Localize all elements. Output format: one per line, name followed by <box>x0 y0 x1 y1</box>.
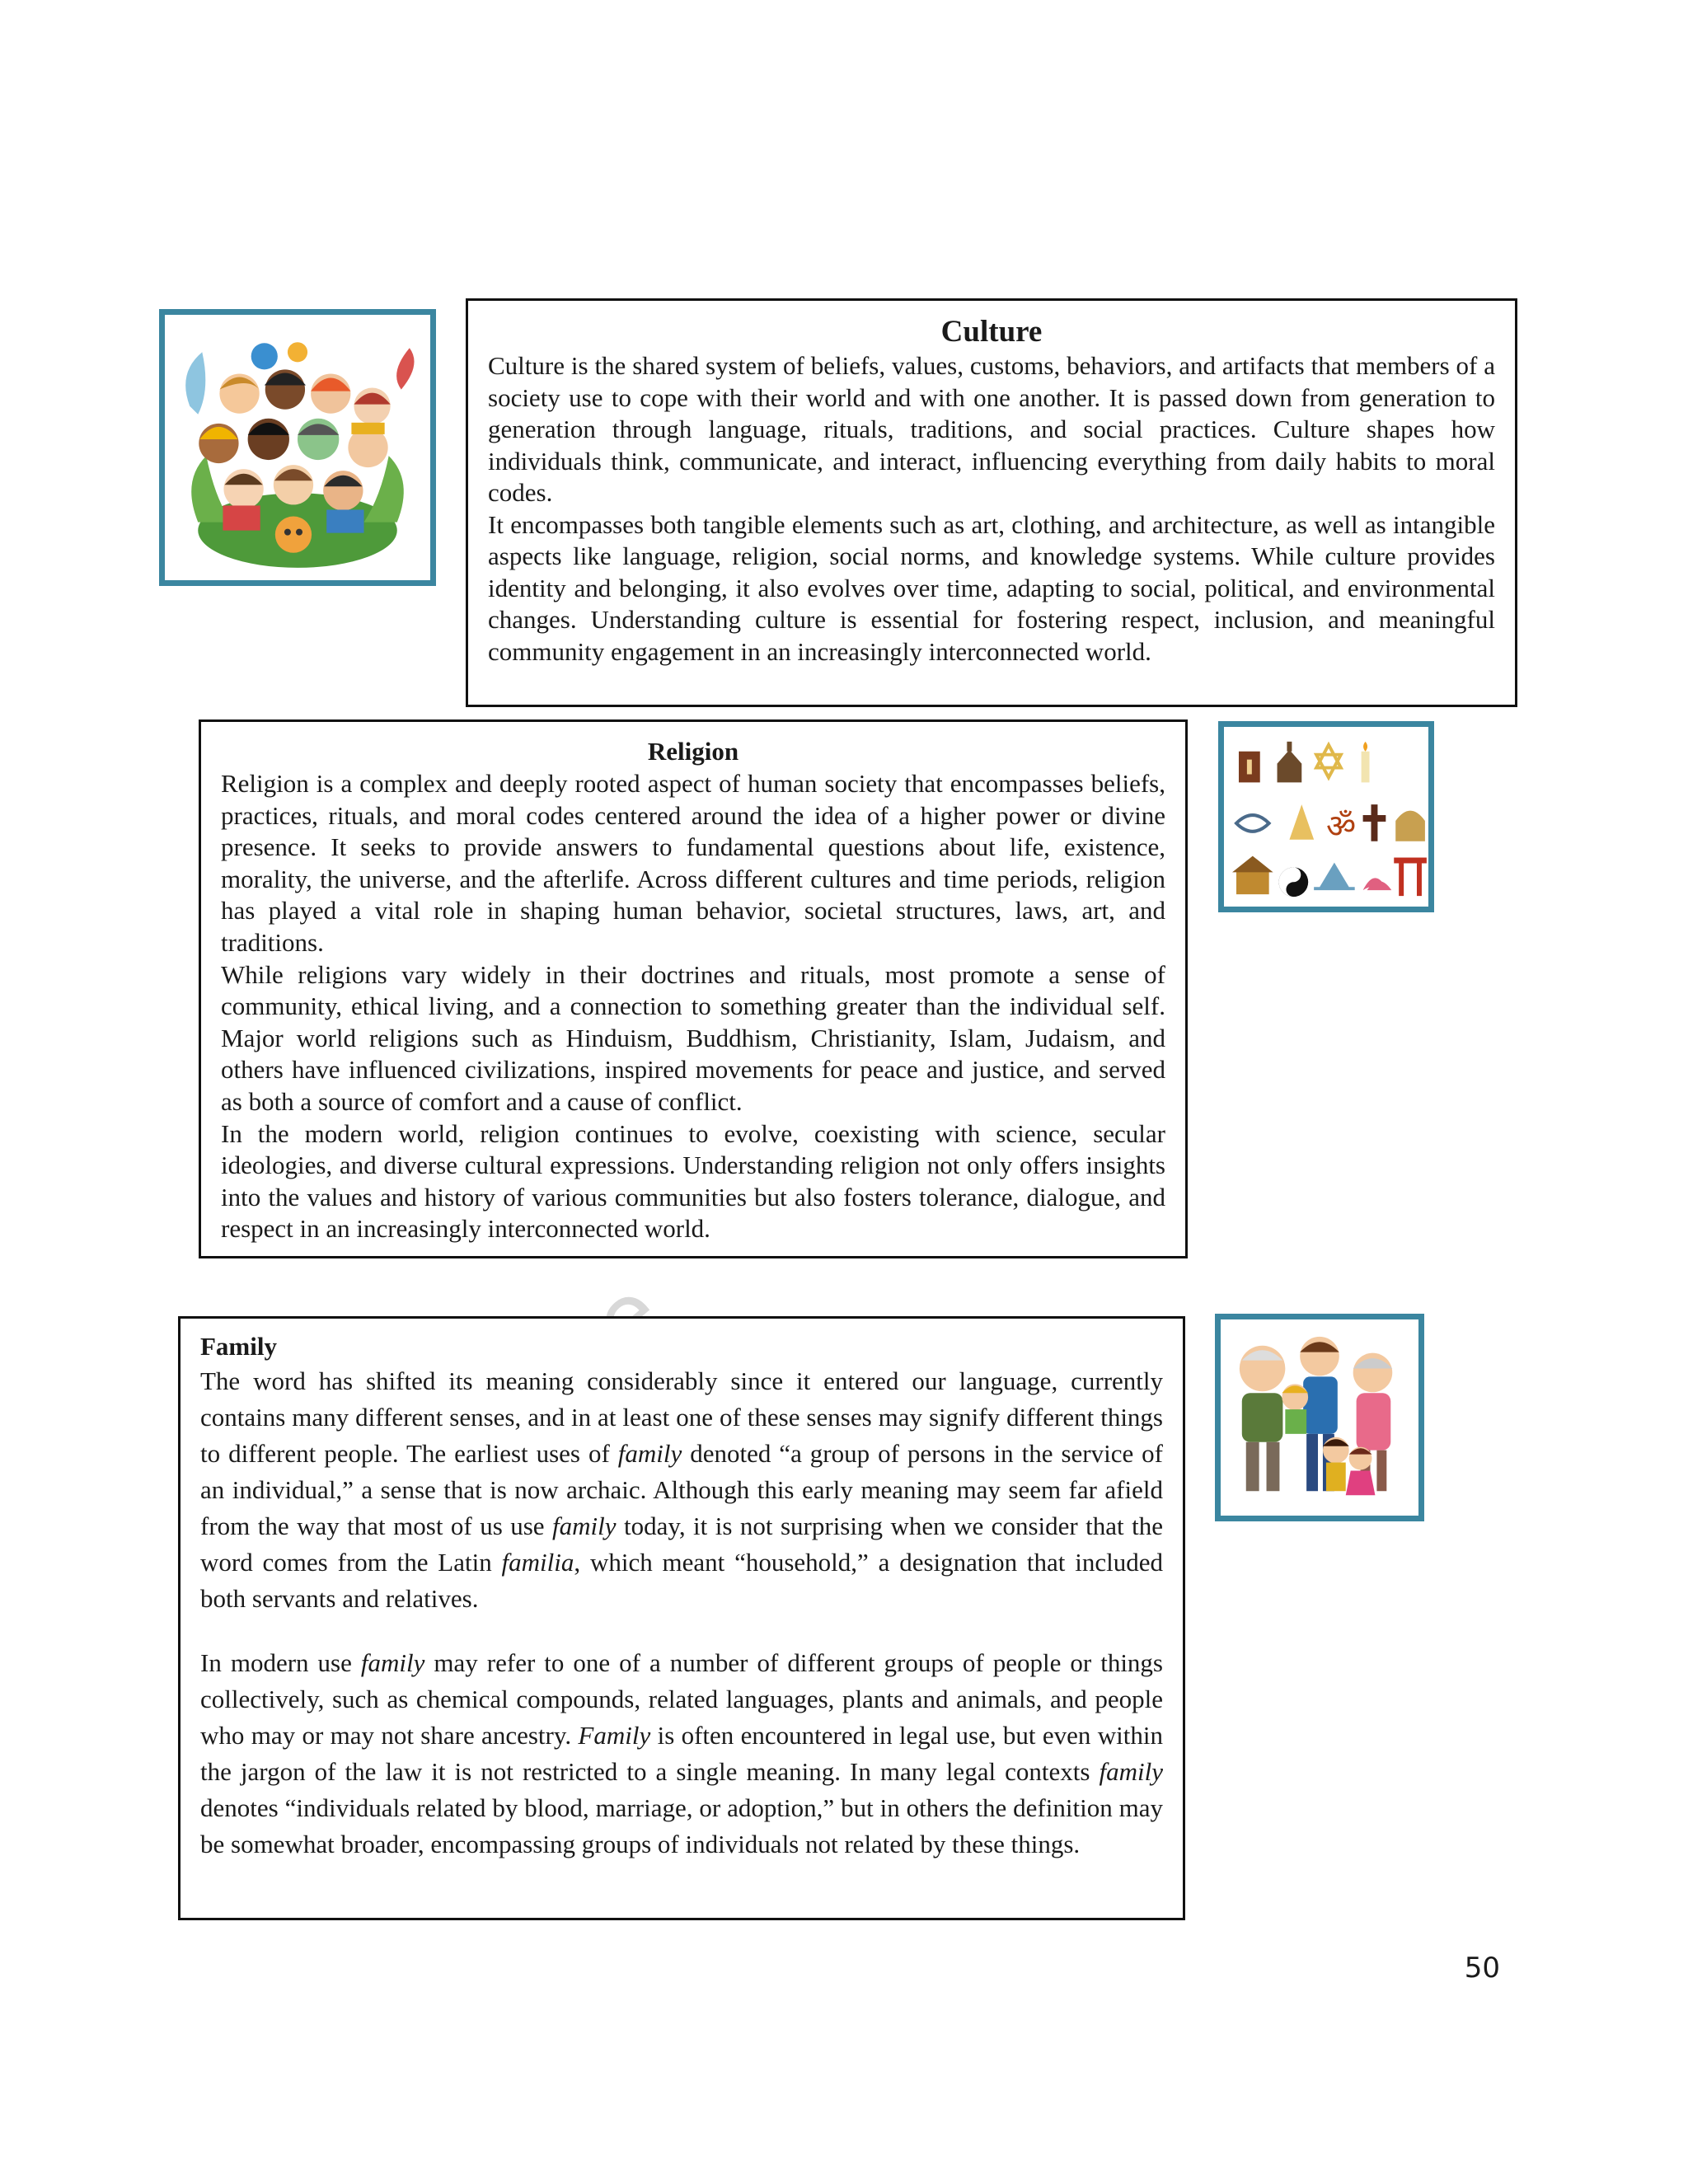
religion-image <box>1218 721 1434 912</box>
culture-title: Culture <box>940 315 1043 349</box>
text-run: may refer to one of a number of different groups of people or things collectively, such as chemical compounds, related languages, plants and animals, and people who may or may not share ancestry. <box>200 1648 1163 1750</box>
italic-term: family <box>1099 1757 1163 1786</box>
religion-title: Religion <box>647 737 739 766</box>
culture-paragraph-2: It encompasses both tangible elements such as art, clothing, and architecture, as well as intangible aspects like language, religion, social norms, and knowledge systems. While culture provides identity and belonging, it also evolves over time, adapting to social, political, and environmental changes. Understanding culture is essential for fostering respect, inclusion, and meaningful community engagement in an increasingly interconnected world. <box>488 509 1495 666</box>
family-paragraph-1 <box>200 1363 1163 1617</box>
italic-term: familia <box>501 1548 574 1577</box>
text-run: In modern use <box>200 1648 361 1677</box>
family-section <box>178 1316 1185 1920</box>
italic-term: Family <box>578 1721 651 1750</box>
culture-paragraph-1: Culture is the shared system of beliefs, values, customs, behaviors, and artifacts that members of a society use to cope with their world and with one another. It is passed down from generation to generation through language, rituals, traditions, and social practices. Culture shapes how individuals think, communicate, and interact, influencing everything from daily habits to moral codes. <box>488 351 1495 507</box>
italic-term: family <box>552 1511 617 1540</box>
family-cartoon <box>1221 1319 1418 1516</box>
family-image <box>1215 1314 1424 1521</box>
svg-text:ॐ: ॐ <box>1326 807 1357 846</box>
religion-paragraph-1: Religion is a complex and deeply rooted aspect of human society that encompasses beliefs, practices, rituals, and moral codes centered around the idea of a higher power or divine presence. It seeks to provide answers to fundamental questions about life, existence, morality, the universe, and the afterlife. Across different cultures and time periods, religion has played a vital role in shaping human behavior, societal structures, laws, art, and traditions. <box>221 769 1165 957</box>
text-run: , which meant “household,” a designation that included both servants and relatives. <box>200 1548 1163 1613</box>
italic-term: family <box>617 1439 682 1468</box>
text-run: is often encountered in legal use, but even within the jargon of the law it is not restricted to a single meaning. In many legal contexts <box>200 1721 1163 1786</box>
culture-section <box>466 298 1517 707</box>
culture-image <box>159 309 436 586</box>
family-paragraph-2 <box>200 1645 1163 1863</box>
page-number: 50 <box>1464 1952 1500 1985</box>
italic-term: family <box>360 1648 425 1677</box>
text-run: denotes “individuals related by blood, marriage, or adoption,” but in others the definition may be somewhat broader, encompassing groups of individuals not related by these things. <box>200 1793 1163 1858</box>
religion-paragraph-3: In the modern world, religion continues to evolve, coexisting with science, secular ideologies, and diverse cultural expressions. Understanding religion not only offers insights into the values and history of various communities but also fosters tolerance, dialogue, and respect in an increasingly interconnected world. <box>221 1118 1165 1244</box>
religion-paragraph-2: While religions vary widely in their doctrines and rituals, most promote a sense of community, ethical living, and a connection to something greater than the individual self. Major world religions such as Hinduism, Buddhism, Christianity, Islam, Judaism, and others have influenced civilizations, inspired movements for peace and justice, and served as both a source of comfort and a cause of conflict. <box>221 959 1165 1116</box>
diverse-people-illustration <box>165 315 430 580</box>
text-run: The word has shifted its meaning considerably since it entered our language, currently contains many different senses, and in at least one of these senses may signify different things to different people. The earliest uses of <box>200 1366 1163 1468</box>
religion-section <box>199 719 1188 1258</box>
text-run: today, it is not surprising when we consider that the word comes from the Latin <box>200 1511 1163 1577</box>
family-title: Family <box>200 1332 277 1361</box>
religious-symbols-grid <box>1224 727 1428 907</box>
text-run: denoted “a group of persons in the service of an individual,” a sense that is now archaic. Although this early meaning may seem far afield from the way that most of us use <box>200 1439 1164 1540</box>
